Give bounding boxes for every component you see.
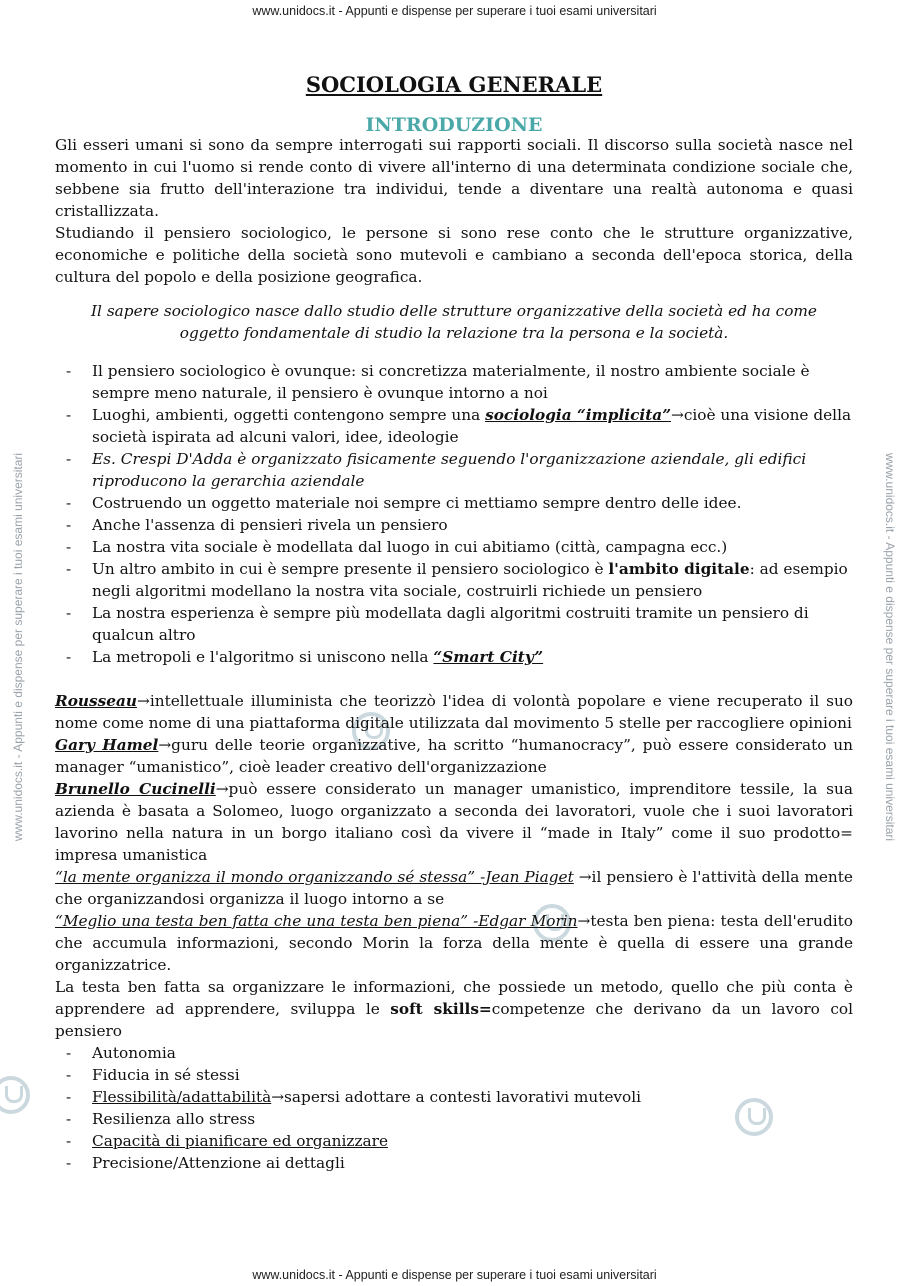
intro-paragraph-1: Gli esseri umani si sono da sempre interrogati sui rapporti sociali. Il discorso sulla società nasce nel momento in cui l'uomo si rende conto di vivere all'interno di una determinata condizione sociale che, sebbene sia frutto dell'interazione tra individui, tende a diventare una realtà autonoma e quasi cristallizzata. [55, 136, 853, 220]
list-item: - Fiducia in sé stessi [55, 1064, 853, 1086]
intro-paragraph-2: Studiando il pensiero sociologico, le persone si sono rese conto che le strutture organizzative, economiche e politiche della società sono mutevoli e cambiano a seconda dell'epoca storica, della cultura del popolo e della posizione geografica. [55, 224, 853, 286]
list-subitem: - La nostra esperienza è sempre più modellata dagli algoritmi costruiti tramite un pensiero di qualcun altro [55, 602, 853, 646]
list-item: - La metropoli e l'algoritmo si uniscono nella “Smart City” [55, 646, 853, 668]
term-smart-city: “Smart City” [433, 648, 544, 666]
paragraph-rousseau: Rousseau→intellettuale illuminista che teorizzò l'idea di volontà popolare e viene recuperato il suo nome come nome di una piattaforma digitale utilizzata dal movimento 5 stelle per raccogliere opinioni [55, 692, 853, 732]
watermark-right: www.unidocs.it - Appunti e dispense per superare i tuoi esami universitari [883, 452, 897, 842]
quote-morin: “Meglio una testa ben fatta che una testa ben piena” -Edgar Morin [55, 912, 578, 930]
page-title: SOCIOLOGIA GENERALE [305, 72, 603, 97]
watermark-top: www.unidocs.it - Appunti e dispense per superare i tuoi esami universitari [252, 4, 657, 18]
paragraph-cucinelli: Brunello Cucinelli→può essere considerato un manager umanistico, imprenditore tessile, la sua azienda è basata a Solomeo, luogo organizzato a seconda dei lavoratori, vuole che i suoi lavoratori lavorino nella natura in un borgo italiano così da vivere il “made in Italy” come il suo prodotto= impresa umanistica [55, 780, 853, 864]
name-rousseau: Rousseau [55, 692, 138, 710]
list-subitem: - Anche l'assenza di pensieri rivela un pensiero [55, 514, 853, 536]
list-item: - Il pensiero sociologico è ovunque: si concretizza materialmente, il nostro ambiente sociale è sempre meno naturale, il pensiero è ovunque intorno a noi [55, 360, 853, 404]
list-item: - Autonomia [55, 1042, 853, 1064]
list-subitem: - Es. Crespi D'Adda è organizzato fisicamente seguendo l'organizzazione aziendale, gli edifici riproducono la gerarchia aziendale [55, 448, 853, 492]
paragraph-piaget: “la mente organizza il mondo organizzando sé stessa” -Jean Piaget →il pensiero è l'attività della mente che organizzandosi organizza il luogo intorno a se [55, 868, 853, 908]
list-item: - Un altro ambito in cui è sempre presente il pensiero sociologico è l'ambito digitale: ad esempio negli algoritmi modellano la nostra vita sociale, costruirli richiede un pensiero [55, 558, 853, 602]
name-brunello-cucinelli: Brunello Cucinelli [55, 780, 216, 798]
intro-quote: Il sapere sociologico nasce dallo studio delle strutture organizzative della società ed ha come oggetto fondamentale di studio la relazione tra la persona e la società. [91, 302, 817, 342]
bullet-list-skills [55, 1042, 853, 1174]
section-heading: INTRODUZIONE [365, 114, 543, 136]
document-body [55, 72, 853, 1174]
paragraph-morin: “Meglio una testa ben fatta che una testa ben piena” -Edgar Morin→testa ben piena: testa dell'erudito che accumula informazioni, secondo Morin la forza della mente è quella di essere una grande organizzatrice. [55, 912, 853, 974]
watermark-bottom: www.unidocs.it - Appunti e dispense per superare i tuoi esami universitari [252, 1268, 657, 1282]
term-sociologia-implicita: sociologia “implicita” [485, 406, 671, 424]
list-item: - Flessibilità/adattabilità→sapersi adottare a contesti lavorativi mutevoli [55, 1086, 853, 1108]
list-item: - Precisione/Attenzione ai dettagli [55, 1152, 853, 1174]
quote-piaget: “la mente organizza il mondo organizzando sé stessa” -Jean Piaget [55, 868, 574, 886]
unidocs-logo-icon [0, 1076, 30, 1114]
list-subitem: - Luoghi, ambienti, oggetti contengono sempre una sociologia “implicita”→cioè una visione della società ispirata ad alcuni valori, idee, ideologie [55, 404, 853, 448]
term-soft-skills: soft skills= [390, 1000, 492, 1018]
list-item: - Capacità di pianificare ed organizzare [55, 1130, 853, 1152]
paragraph-soft-skills: La testa ben fatta sa organizzare le informazioni, che possiede un metodo, quello che più conta è apprendere ad apprendere, sviluppa le soft skills=competenze che derivano da un lavoro col pensiero [55, 978, 853, 1040]
watermark-left: www.unidocs.it - Appunti e dispense per superare i tuoi esami universitari [11, 452, 25, 842]
paragraph-hamel: Gary Hamel→guru delle teorie organizzative, ha scritto “humanocracy”, può essere considerato un manager “umanistico”, cioè leader creativo dell'organizzazione [55, 736, 854, 776]
term-ambito-digitale: l'ambito digitale [608, 560, 750, 578]
list-subitem: - Costruendo un oggetto materiale noi sempre ci mettiamo sempre dentro delle idee. [55, 492, 853, 514]
list-item: - La nostra vita sociale è modellata dal luogo in cui abitiamo (città, campagna ecc.) [55, 536, 853, 558]
list-item: - Resilienza allo stress [55, 1108, 853, 1130]
bullet-list-1 [55, 360, 853, 668]
name-gary-hamel: Gary Hamel [55, 736, 159, 754]
